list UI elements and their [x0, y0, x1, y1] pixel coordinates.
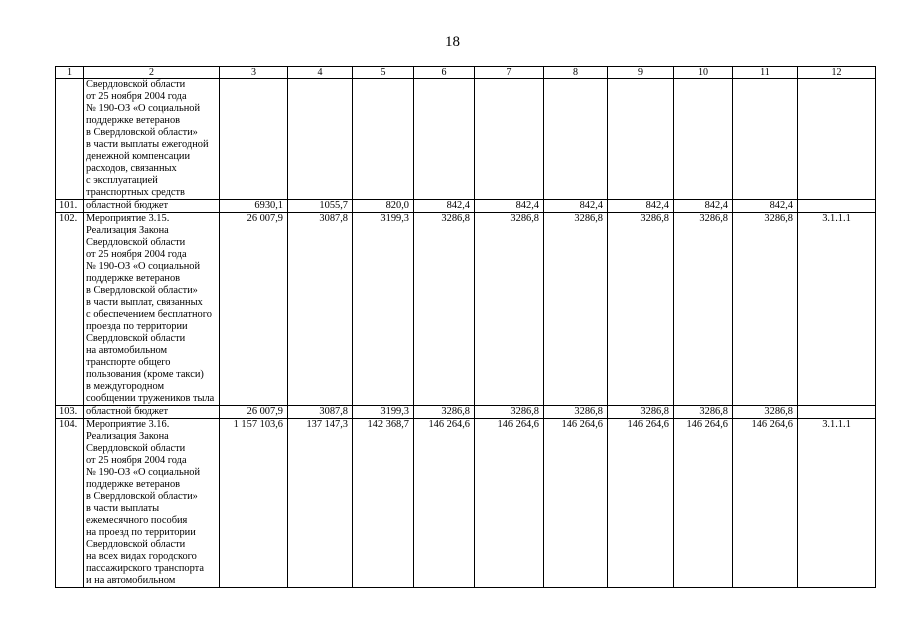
table-row	[56, 200, 876, 213]
amount-cell: 3286,8	[674, 213, 733, 406]
amount-cell: 3286,8	[414, 406, 475, 419]
amount-cell: 3286,8	[608, 213, 674, 406]
amount-cell: 146 264,6	[674, 419, 733, 588]
column-number: 7	[475, 67, 544, 79]
amount-cell	[674, 79, 733, 200]
column-number-row	[56, 67, 876, 79]
page-number: 18	[445, 34, 460, 50]
amount-cell: 146 264,6	[608, 419, 674, 588]
amount-cell: 820,0	[353, 200, 414, 213]
amount-cell: 842,4	[674, 200, 733, 213]
column-number: 9	[608, 67, 674, 79]
target-code	[798, 406, 876, 419]
amount-cell: 26 007,9	[220, 213, 288, 406]
target-code: 3.1.1.1	[798, 213, 876, 406]
amount-cell: 3286,8	[414, 213, 475, 406]
amount-cell	[288, 79, 353, 200]
row-number: 104.	[56, 419, 84, 588]
row-number: 101.	[56, 200, 84, 213]
amount-cell: 1 157 103,6	[220, 419, 288, 588]
row-description: областной бюджет	[84, 406, 220, 419]
table-row	[56, 213, 876, 406]
target-code	[798, 79, 876, 200]
amount-cell: 3286,8	[674, 406, 733, 419]
amount-cell	[544, 79, 608, 200]
column-number: 2	[84, 67, 220, 79]
column-number: 11	[733, 67, 798, 79]
row-description: областной бюджет	[84, 200, 220, 213]
row-description: Свердловской области от 25 ноября 2004 года № 190-ОЗ «О социальной поддержке ветеранов в Свердловской области» в части выплаты ежегодной денежной компенсации расходов, связанных с эксплуатацией транспортных средств	[84, 79, 220, 200]
row-number: 102.	[56, 213, 84, 406]
amount-cell: 842,4	[733, 200, 798, 213]
row-description: Мероприятие 3.15. Реализация Закона Свердловской области от 25 ноября 2004 года № 190-ОЗ «О социальной поддержке ветеранов в Свердловской области» в части выплат, связанных с обеспечением бесплатного проезда по территории Свердловской области на автомобильном транспорте общего пользования (кроме такси) в междугородном сообщении тружеников тыла	[84, 213, 220, 406]
amount-cell: 3286,8	[608, 406, 674, 419]
amount-cell	[414, 79, 475, 200]
amount-cell: 3286,8	[475, 406, 544, 419]
column-number: 10	[674, 67, 733, 79]
column-number: 6	[414, 67, 475, 79]
amount-cell: 3087,8	[288, 406, 353, 419]
amount-cell	[220, 79, 288, 200]
column-number: 3	[220, 67, 288, 79]
amount-cell: 137 147,3	[288, 419, 353, 588]
amount-cell: 3286,8	[733, 213, 798, 406]
amount-cell: 3087,8	[288, 213, 353, 406]
column-number: 12	[798, 67, 876, 79]
amount-cell: 3286,8	[544, 213, 608, 406]
amount-cell: 842,4	[414, 200, 475, 213]
amount-cell	[608, 79, 674, 200]
target-code	[798, 200, 876, 213]
amount-cell: 842,4	[475, 200, 544, 213]
table-row	[56, 406, 876, 419]
amount-cell	[353, 79, 414, 200]
amount-cell: 6930,1	[220, 200, 288, 213]
amount-cell: 3286,8	[475, 213, 544, 406]
amount-cell: 146 264,6	[733, 419, 798, 588]
amount-cell: 3199,3	[353, 213, 414, 406]
column-number: 5	[353, 67, 414, 79]
amount-cell: 1055,7	[288, 200, 353, 213]
amount-cell	[733, 79, 798, 200]
table-row	[56, 79, 876, 200]
column-number: 1	[56, 67, 84, 79]
table-row	[56, 419, 876, 588]
column-number: 8	[544, 67, 608, 79]
amount-cell: 3286,8	[733, 406, 798, 419]
amount-cell: 142 368,7	[353, 419, 414, 588]
row-number	[56, 79, 84, 200]
row-number: 103.	[56, 406, 84, 419]
amount-cell: 842,4	[544, 200, 608, 213]
amount-cell: 26 007,9	[220, 406, 288, 419]
amount-cell	[475, 79, 544, 200]
target-code: 3.1.1.1	[798, 419, 876, 588]
row-description: Мероприятие 3.16. Реализация Закона Свердловской области от 25 ноября 2004 года № 190-ОЗ «О социальной поддержке ветеранов в Свердловской области» в части выплаты ежемесячного пособия на проезд по территории Свердловской области на всех видах городского пассажирского транспорта и на автомобильном	[84, 419, 220, 588]
amount-cell: 842,4	[608, 200, 674, 213]
amount-cell: 3286,8	[544, 406, 608, 419]
budget-table	[55, 66, 876, 588]
amount-cell: 146 264,6	[544, 419, 608, 588]
amount-cell: 3199,3	[353, 406, 414, 419]
amount-cell: 146 264,6	[475, 419, 544, 588]
column-number: 4	[288, 67, 353, 79]
amount-cell: 146 264,6	[414, 419, 475, 588]
